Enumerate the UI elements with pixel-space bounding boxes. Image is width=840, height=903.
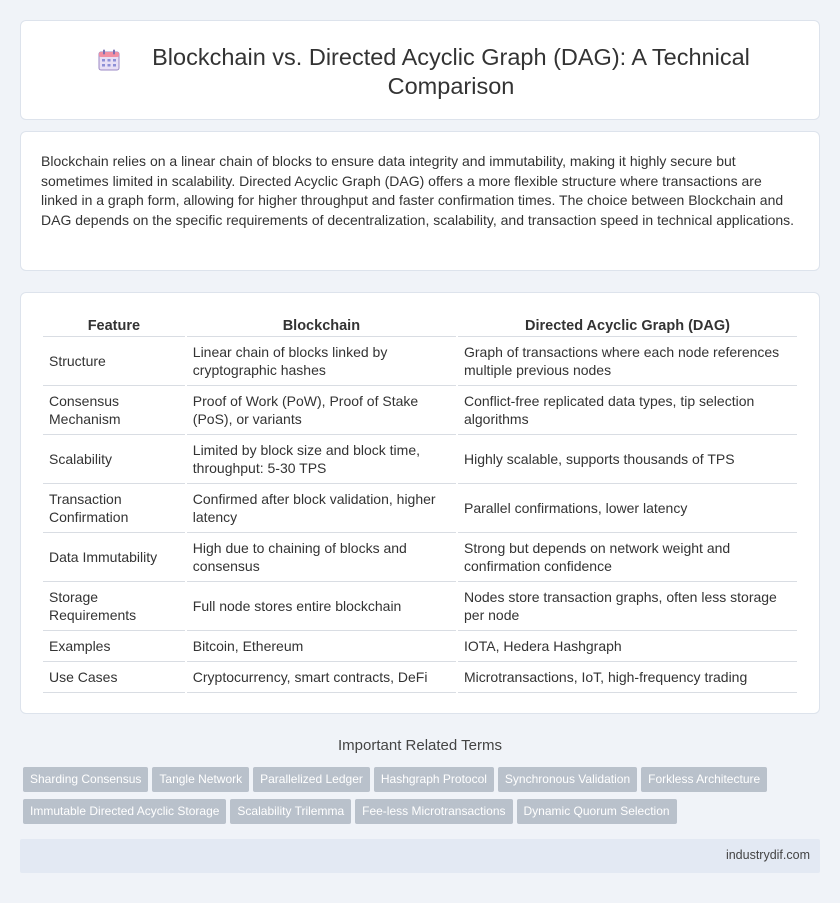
footer xyxy=(20,839,820,873)
tag-tangle-network[interactable]: Tangle Network xyxy=(152,767,249,792)
footer-site[interactable]: industrydif.com xyxy=(725,848,810,862)
tag-sharding-consensus[interactable]: Sharding Consensus xyxy=(23,767,148,792)
table-row xyxy=(43,533,797,582)
blockchain-cell: Cryptocurrency, smart contracts, DeFi xyxy=(187,662,456,693)
feature-cell: Structure xyxy=(43,337,185,386)
dag-cell: Nodes store transaction graphs, often less storage per node xyxy=(458,582,797,631)
table-row xyxy=(43,435,797,484)
dag-cell: IOTA, Hedera Hashgraph xyxy=(458,631,797,662)
intro-card xyxy=(20,131,820,271)
feature-cell: Scalability xyxy=(43,435,185,484)
blockchain-cell: Full node stores entire blockchain xyxy=(187,582,456,631)
table-row xyxy=(43,386,797,435)
dag-cell: Highly scalable, supports thousands of TPS xyxy=(458,435,797,484)
tag-immutable-directed-acyclic-storage[interactable]: Immutable Directed Acyclic Storage xyxy=(23,799,226,824)
feature-cell: Examples xyxy=(43,631,185,662)
page-title: Blockchain vs. Directed Acyclic Graph (DAG): A Technical Comparison xyxy=(152,44,750,99)
table-row xyxy=(43,582,797,631)
dag-cell: Graph of transactions where each node references multiple previous nodes xyxy=(458,337,797,386)
tag-fee-less-microtransactions[interactable]: Fee-less Microtransactions xyxy=(355,799,512,824)
tag-synchronous-validation[interactable]: Synchronous Validation xyxy=(498,767,637,792)
header-dag: Directed Acyclic Graph (DAG) xyxy=(458,315,797,337)
table-row xyxy=(43,631,797,662)
tag-scalability-trilemma[interactable]: Scalability Trilemma xyxy=(230,799,351,824)
intro-paragraph: Blockchain relies on a linear chain of blocks to ensure data integrity and immutability, making it highly secure but sometimes limited in scalability. Directed Acyclic Graph (DAG) offers a more flexible structure where transactions are linked in a graph form, allowing for higher throughput and faster confirmation times. The choice between Blockchain and DAG depends on the specific requirements of decentralization, scalability, and transaction speed in technical applications. xyxy=(41,153,795,228)
tag-parallelized-ledger[interactable]: Parallelized Ledger xyxy=(253,767,370,792)
blockchain-cell: Bitcoin, Ethereum xyxy=(187,631,456,662)
related-terms-title: Important Related Terms xyxy=(338,737,502,754)
blockchain-cell: Limited by block size and block time, throughput: 5-30 TPS xyxy=(187,435,456,484)
related-terms-tags xyxy=(23,767,823,831)
header-feature: Feature xyxy=(43,315,185,337)
tag-dynamic-quorum-selection[interactable]: Dynamic Quorum Selection xyxy=(517,799,677,824)
tag-hashgraph-protocol[interactable]: Hashgraph Protocol xyxy=(374,767,494,792)
header-card xyxy=(20,20,820,120)
dag-cell: Microtransactions, IoT, high-frequency trading xyxy=(458,662,797,693)
tag-forkless-architecture[interactable]: Forkless Architecture xyxy=(641,767,767,792)
blockchain-cell: High due to chaining of blocks and consensus xyxy=(187,533,456,582)
table-row xyxy=(43,484,797,533)
blockchain-cell: Confirmed after block validation, higher latency xyxy=(187,484,456,533)
header-blockchain: Blockchain xyxy=(187,315,456,337)
table-header-row xyxy=(43,315,797,337)
table-row xyxy=(43,662,797,693)
feature-cell: Storage Requirements xyxy=(43,582,185,631)
blockchain-cell: Proof of Work (PoW), Proof of Stake (PoS), or variants xyxy=(187,386,456,435)
table-row xyxy=(43,337,797,386)
dag-cell: Parallel confirmations, lower latency xyxy=(458,484,797,533)
dag-cell: Strong but depends on network weight and confirmation confidence xyxy=(458,533,797,582)
comparison-table xyxy=(41,315,799,693)
comparison-card xyxy=(20,292,820,714)
feature-cell: Transaction Confirmation xyxy=(43,484,185,533)
dag-cell: Conflict-free replicated data types, tip selection algorithms xyxy=(458,386,797,435)
feature-cell: Consensus Mechanism xyxy=(43,386,185,435)
blockchain-cell: Linear chain of blocks linked by cryptographic hashes xyxy=(187,337,456,386)
feature-cell: Use Cases xyxy=(43,662,185,693)
feature-cell: Data Immutability xyxy=(43,533,185,582)
